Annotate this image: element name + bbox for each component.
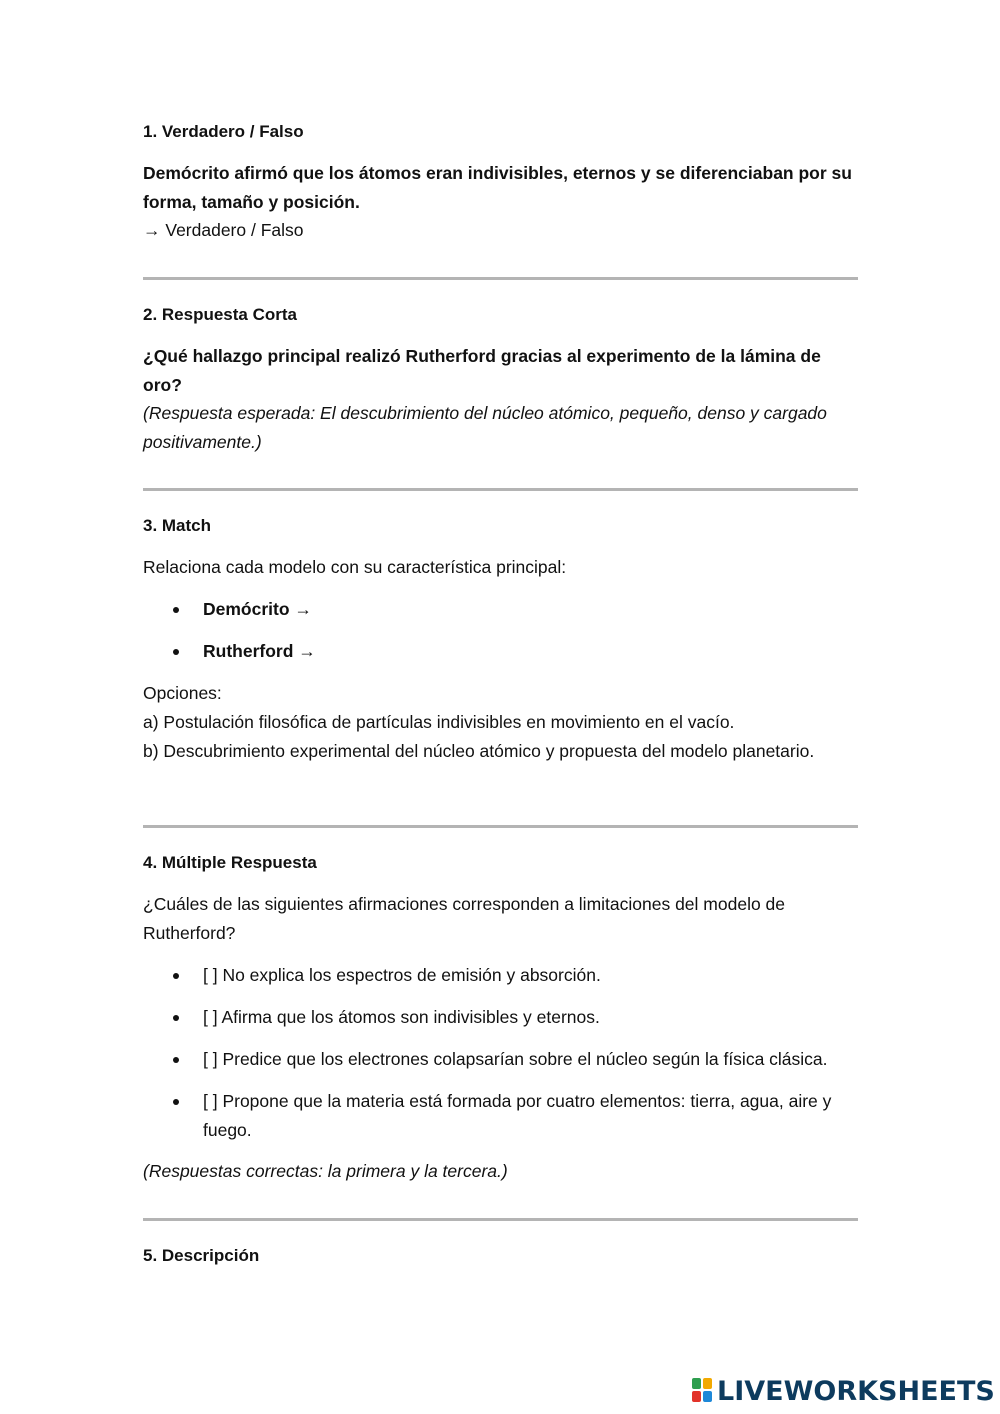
bullet-icon [173,1015,179,1021]
section-4-title: 4. Múltiple Respuesta [143,853,317,872]
options-label: Opciones: [143,683,222,703]
logo-text: LIVEWORKSHEETS [717,1375,995,1407]
bullet-icon [173,607,179,613]
option-a: a) Postulación filosófica de partículas indivisibles en movimiento en el vacío. [143,712,735,732]
section-1-answer[interactable]: → Verdadero / Falso [143,220,304,240]
match-item-label: Rutherford [203,641,294,661]
divider-1 [143,277,858,280]
bullet-icon [173,1057,179,1063]
arrow-icon: → [298,641,316,661]
liveworksheets-logo-icon [692,1378,714,1404]
divider-2 [143,488,858,491]
choice-label: [ ] Propone que la materia está formada por cuatro elementos: tierra, agua, aire y fuego. [203,1091,832,1140]
section-2-expected-answer: (Respuesta esperada: El descubrimiento del núcleo atómico, pequeño, denso y cargado positivamente.) [143,403,827,452]
section-2-question: ¿Qué hallazgo principal realizó Rutherford gracias al experimento de la lámina de oro? [143,346,821,395]
section-4-question: ¿Cuáles de las siguientes afirmaciones corresponden a limitaciones del modelo de Rutherford? [143,894,786,943]
divider-4 [143,1218,858,1221]
bullet-icon [173,649,179,655]
section-1-statement: Demócrito afirmó que los átomos eran indivisibles, eternos y se diferenciaban por su forma, tamaño y posición. [143,163,852,212]
section-5-title: 5. Descripción [143,1246,260,1265]
bullet-icon [173,973,179,979]
choice-label: [ ] No explica los espectros de emisión y absorción. [203,965,601,985]
choice-label: [ ] Predice que los electrones colapsarían sobre el núcleo según la física clásica. [203,1049,828,1069]
section-4-correct-note: (Respuestas correctas: la primera y la tercera.) [143,1161,508,1181]
bullet-icon [173,1099,179,1105]
section-2-title: 2. Respuesta Corta [143,305,297,324]
match-item-label: Demócrito [203,599,290,619]
section-1-title: 1. Verdadero / Falso [143,122,304,141]
section-3-instruction: Relaciona cada modelo con su característica principal: [143,557,567,577]
choice-label: [ ] Afirma que los átomos son indivisibles y eternos. [203,1007,600,1027]
arrow-icon: → [294,599,312,619]
liveworksheets-logo[interactable] [692,1374,995,1408]
option-b: b) Descubrimiento experimental del núcleo atómico y propuesta del modelo planetario. [143,741,815,761]
section-3-title: 3. Match [143,516,212,535]
divider-3 [143,825,858,828]
